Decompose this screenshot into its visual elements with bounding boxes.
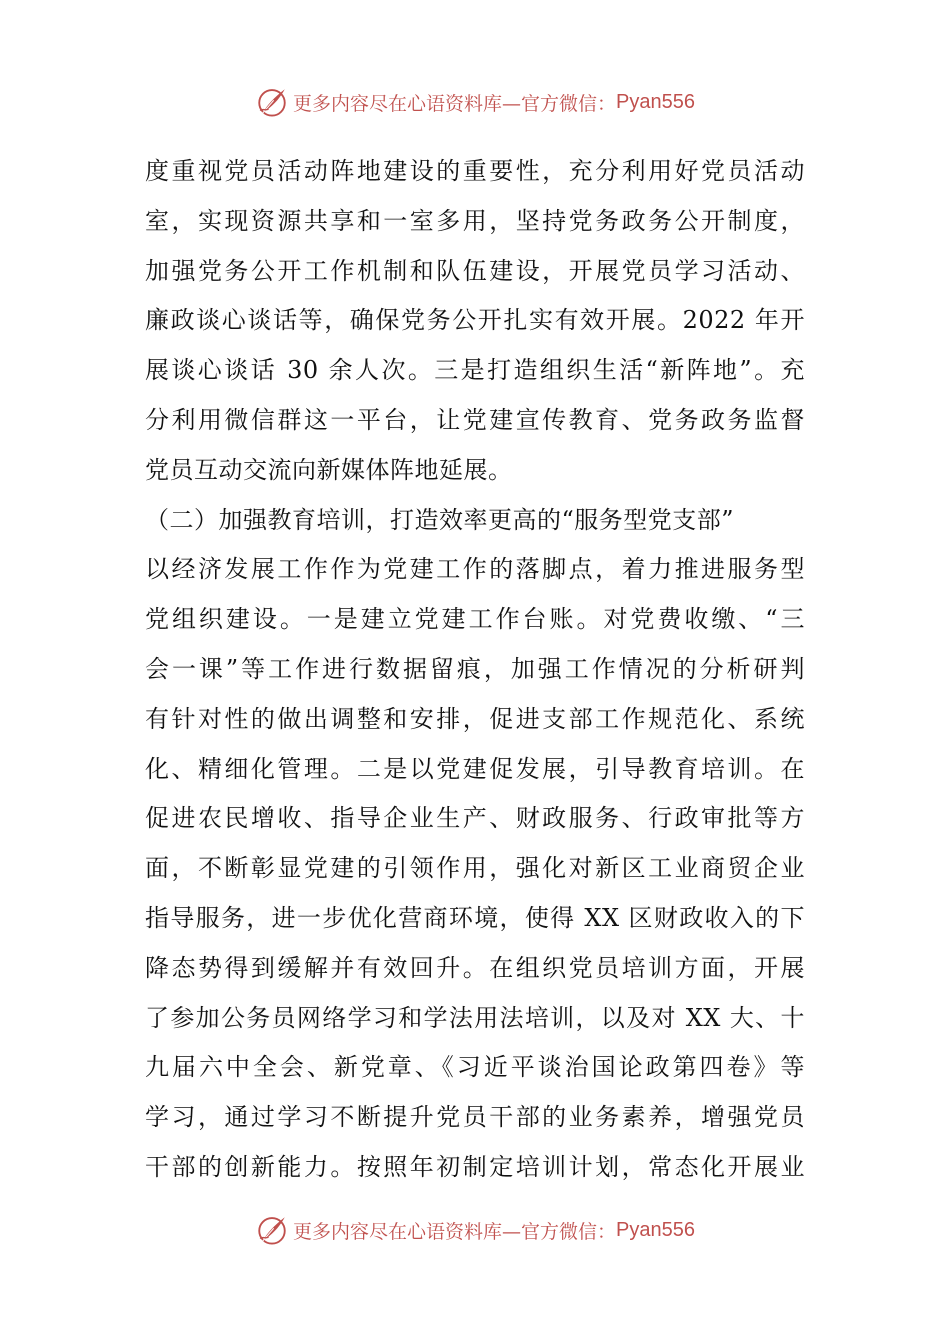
text-line-15: 面，不断彰显党建的引领作用，强化对新区工业商贸企业 [145,854,805,883]
banner-text: 更多内容尽在心语资料库—官方微信： [293,92,617,115]
text-line-16: 指导服务，进一步优化营商环境，使得 XX 区财政收入的下 [145,903,805,932]
text-line-13: 化、精细化管理。二是以党建促发展，引导教育培训。在 [145,754,805,783]
text-line-4: 廉政谈心谈话等，确保党务公开扎实有效开展。2022 年开 [145,306,805,335]
text-line-18: 了参加公务员网络学习和学法用法培训，以及对 XX 大、十 [145,1003,805,1032]
text-line-2: 室，实现资源共享和一室多用，坚持党务政务公开制度， [145,206,805,235]
quill-pen-logo-icon [255,1213,289,1247]
text-line-3: 加强党务公开工作机制和队伍建设，开展党员学习活动、 [145,256,805,285]
text-line-20: 学习，通过学习不断提升党员干部的业务素养，增强党员 [145,1103,805,1132]
document-body [145,147,805,1193]
text-line-6: 分利用微信群这一平台，让党建宣传教育、党务政务监督 [145,405,805,434]
section-heading: （二）加强教育培训，打造效率更高的“服务型党支部” [145,505,735,534]
footer-watermark-banner [0,1210,950,1250]
text-line-1: 度重视党员活动阵地建设的重要性，充分利用好党员活动 [145,157,805,185]
banner-text: 更多内容尽在心语资料库—官方微信： [293,1220,617,1243]
text-line-11: 会一课”等工作进行数据留痕，加强工作情况的分析研判 [145,654,805,683]
text-line-21: 干部的创新能力。按照年初制定培训计划，常态化开展业 [145,1152,805,1181]
text-line-10: 党组织建设。一是建立党建工作台账。对党费收缴、“三 [145,605,805,634]
text-line-14: 促进农民增收、指导企业生产、财政服务、行政审批等方 [145,804,805,833]
banner-wechat-id: Pyan556 [616,90,695,113]
banner-wechat-id: Pyan556 [616,1218,695,1241]
text-line-12: 有针对性的做出调整和安排，促进支部工作规范化、系统 [145,704,805,733]
text-line-9: 以经济发展工作作为党建工作的落脚点，着力推进服务型 [145,555,805,584]
text-line-5: 展谈心谈话 30 余人次。三是打造组织生活“新阵地”。充 [145,356,805,385]
text-line-17: 降态势得到缓解并有效回升。在组织党员培训方面，开展 [145,953,805,982]
text-line-19: 九届六中全会、新党章、《习近平谈治国论政第四卷》等 [145,1053,805,1082]
header-watermark-banner [0,82,950,122]
quill-pen-logo-icon [255,85,289,119]
text-line-7: 党员互动交流向新媒体阵地延展。 [145,455,513,484]
